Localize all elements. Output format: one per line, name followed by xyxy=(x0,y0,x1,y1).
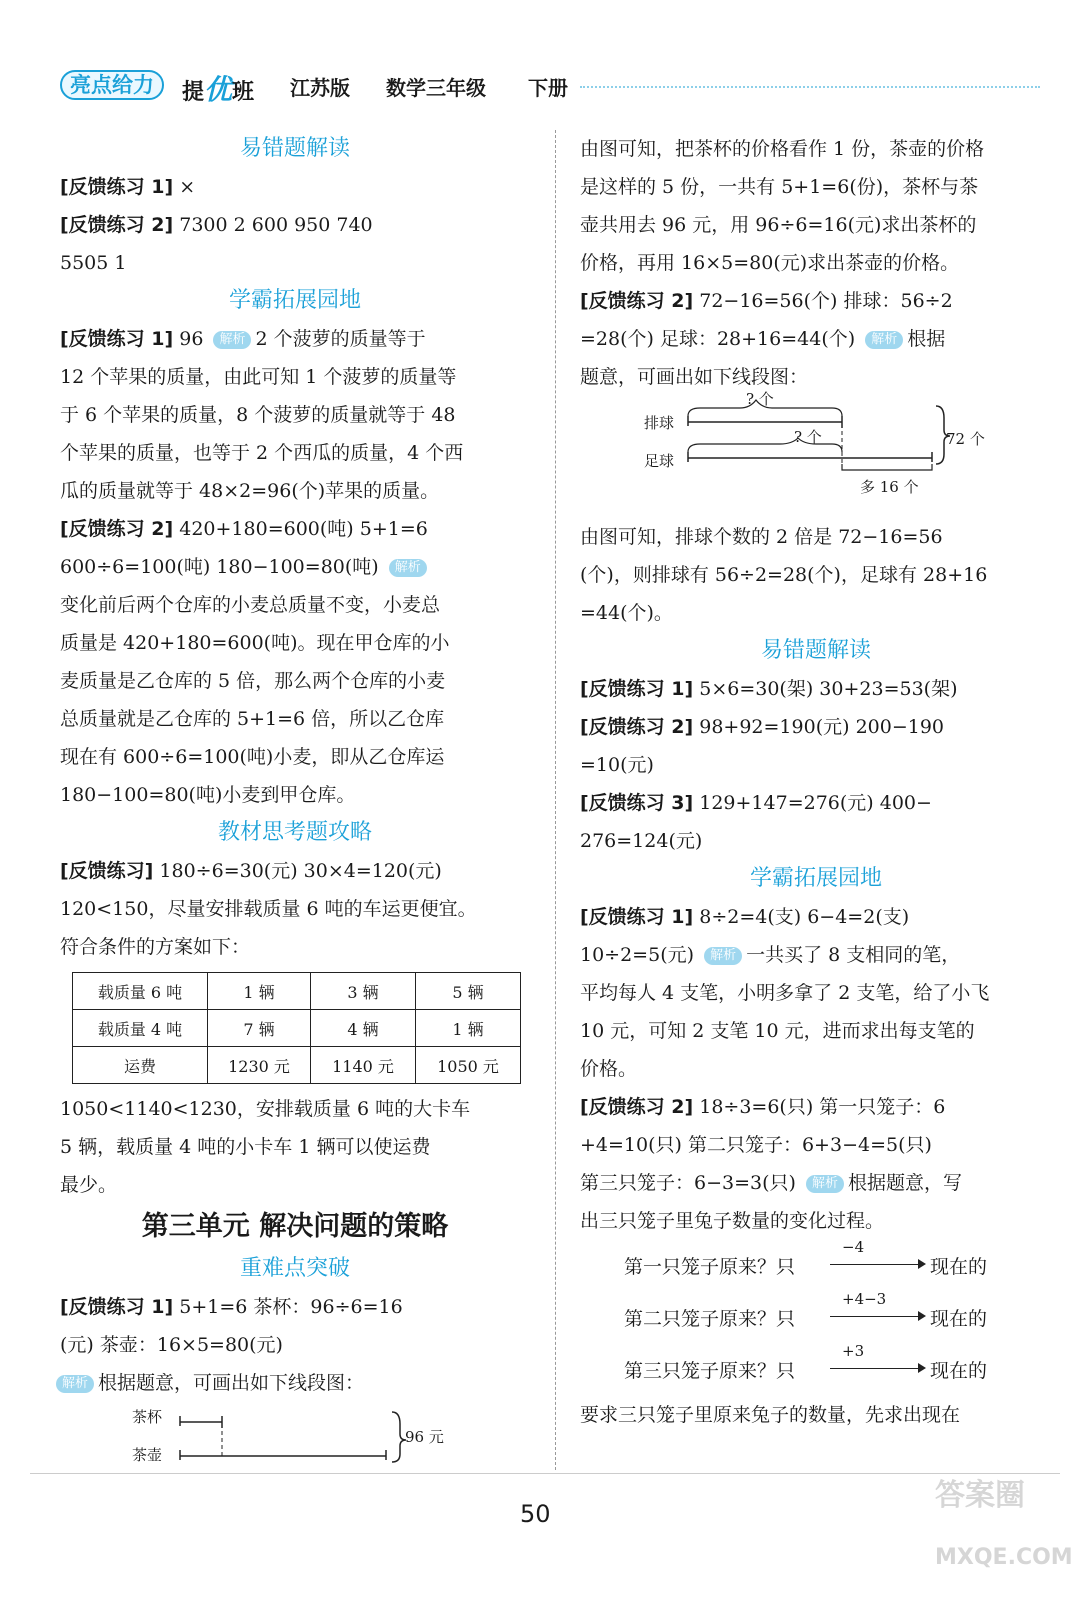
table-cell: 1230 元 xyxy=(208,1047,311,1084)
teapot-segment-diagram xyxy=(60,1402,530,1482)
section-title: 易错题解读 xyxy=(760,638,871,663)
text-line: +4=10(只) 第二只笼子：6+3−4=5(只) xyxy=(580,1134,932,1156)
ball-segment-diagram xyxy=(580,390,1052,518)
section-title: 学霸拓展园地 xyxy=(749,866,882,891)
watermark: 答案圈 xyxy=(935,1478,1025,1513)
text-line: 是这样的 5 份，一共有 5+1=6(份)，茶杯与茶 xyxy=(580,176,979,198)
table-cell: 1 辆 xyxy=(416,1010,521,1047)
table-row xyxy=(73,1010,521,1047)
text-line: 符合条件的方案如下： xyxy=(60,936,251,958)
answer-line: [反馈练习 1] × xyxy=(60,176,196,198)
analysis-tag: 解析 xyxy=(389,559,427,577)
text-line: 出三只笼子里兔子数量的变化过程。 xyxy=(580,1210,885,1232)
answer-line: [反馈练习 1] 5+1=6 茶杯：96÷6=16 xyxy=(60,1296,403,1318)
analysis-tag: 解析 xyxy=(56,1375,94,1393)
edition: 江苏版 xyxy=(290,76,350,100)
answer-line: [反馈练习 1] 96 解析 2 个菠萝的质量等于 xyxy=(60,328,426,350)
answer-line: [反馈练习 2] 7300 2 600 950 740 xyxy=(60,214,373,236)
text-line: 要求三只笼子里原来兔子的数量，先求出现在 xyxy=(580,1404,961,1426)
answer-line: 第三只笼子：6−3=3(只) 解析 根据题意，写 xyxy=(580,1172,963,1194)
table-cell: 3 辆 xyxy=(311,973,416,1010)
text-line: 现在有 600÷6=100(吨)小麦，即从乙仓库运 xyxy=(60,746,445,768)
cup-label: 茶杯 xyxy=(132,1408,163,1426)
table-cell: 运费 xyxy=(73,1047,208,1084)
answer-line: [反馈练习 1] 5×6=30(架) 30+23=53(架) xyxy=(580,678,958,700)
text-line: 由图可知，把茶杯的价格看作 1 份，茶壶的价格 xyxy=(580,138,985,160)
page-header xyxy=(60,66,1050,106)
text-line: 由图可知，排球个数的 2 倍是 72−16=56 xyxy=(580,526,943,548)
analysis-tag: 解析 xyxy=(806,1175,844,1193)
volleyball-label: 排球 xyxy=(644,414,675,432)
text-line: =44(个)。 xyxy=(580,602,673,624)
text-line: 价格，再用 16×5=80(元)求出茶壶的价格。 xyxy=(580,252,960,274)
section-title: 易错题解读 xyxy=(239,136,350,161)
text-line: 麦质量是乙仓库的 5 倍，那么两个仓库的小麦 xyxy=(60,670,446,692)
answer-line: 600÷6=100(吨) 180−100=80(吨) 解析 xyxy=(60,548,530,586)
text-line: 平均每人 4 支笔，小明多拿了 2 支笔，给了小飞 xyxy=(580,982,990,1004)
text-line: 价格。 xyxy=(580,1058,638,1080)
analysis-tag: 解析 xyxy=(704,947,742,965)
text-line: 质量是 420+180=600(吨)。现在甲仓库的小 xyxy=(60,632,450,654)
section-title: 重难点突破 xyxy=(239,1256,350,1281)
table-cell: 载质量 4 吨 xyxy=(73,1010,208,1047)
table-cell: 载质量 6 吨 xyxy=(73,973,208,1010)
total-brace xyxy=(936,406,950,464)
answer-line: [反馈练习 2] 98+92=190(元) 200−190 xyxy=(580,716,945,738)
table-row xyxy=(73,1047,521,1084)
table-cell: 1 辆 xyxy=(208,973,311,1010)
text-line: (元) 茶壶：16×5=80(元) xyxy=(60,1334,283,1356)
answer-line: 解析 根据题意，可画出如下线段图： xyxy=(52,1364,530,1402)
answer-line: =28(个) 足球：28+16=44(个) 解析 根据 xyxy=(580,328,946,350)
text-line: =10(元) xyxy=(580,754,654,776)
football-label: 足球 xyxy=(644,452,675,470)
left-column xyxy=(60,130,530,1482)
page-number: 50 xyxy=(520,1500,551,1528)
arrow-icon xyxy=(830,1316,924,1317)
answer-line: [反馈练习] 180÷6=30(元) 30×4=120(元) xyxy=(60,860,442,882)
text-line: 12 个苹果的质量，由此可知 1 个菠萝的质量等 xyxy=(60,366,457,388)
analysis-tag: 解析 xyxy=(865,331,903,349)
text-line: (个)，则排球有 56÷2=28(个)，足球有 28+16 xyxy=(580,564,988,586)
answer-line: [反馈练习 2] 420+180=600(吨) 5+1=6 xyxy=(60,518,428,540)
answer-line: 5505 1 xyxy=(60,252,127,274)
answer-line: [反馈练习 2] 72−16=56(个) 排球：56÷2 xyxy=(580,290,953,312)
table-cell: 7 辆 xyxy=(208,1010,311,1047)
answer-line: [反馈练习 2] 18÷3=6(只) 第一只笼子：6 xyxy=(580,1096,946,1118)
table-cell: 5 辆 xyxy=(416,973,521,1010)
text-line: 5 辆，载质量 4 吨的小卡车 1 辆可以使运费 xyxy=(60,1136,431,1158)
answer-line: [反馈练习 1] 8÷2=4(支) 6−4=2(支) xyxy=(580,906,910,928)
text-line: 壶共用去 96 元，用 96÷6=16(元)求出茶杯的 xyxy=(580,214,977,236)
text-line: 题意，可画出如下线段图： xyxy=(580,366,809,388)
column-divider xyxy=(555,130,556,1470)
text-line: 10 元，可知 2 支笔 10 元，进而求出每支笔的 xyxy=(580,1020,975,1042)
unit-title: 第三单元 解决问题的策略 xyxy=(141,1211,449,1242)
brand-name: 提优班 xyxy=(182,73,255,106)
total-brace xyxy=(392,1412,406,1462)
plan-table xyxy=(72,972,521,1084)
text-line: 变化前后两个仓库的小麦总质量不变，小麦总 xyxy=(60,594,441,616)
watermark-url: MXQE.COM xyxy=(935,1545,1073,1570)
subject-grade: 数学三年级 xyxy=(386,76,486,100)
text-line: 1050<1140<1230，安排载质量 6 吨的大卡车 xyxy=(60,1098,471,1120)
pot-label: 茶壶 xyxy=(132,1446,163,1464)
volleyball-unknown: ? 个 xyxy=(746,390,774,408)
text-line: 最少。 xyxy=(60,1174,118,1196)
section-title: 学霸拓展园地 xyxy=(228,288,361,313)
arrow-icon xyxy=(830,1368,924,1369)
header-rule xyxy=(580,86,1040,88)
table-row xyxy=(73,973,521,1010)
volume: 下册 xyxy=(528,76,568,100)
cage-change-row: 第三只笼子原来？只 +3 现在的 xyxy=(624,1342,988,1382)
section-title: 教材思考题攻略 xyxy=(217,820,372,845)
football-unknown: ? 个 xyxy=(794,428,822,446)
table-cell: 4 辆 xyxy=(311,1010,416,1047)
text-line: 瓜的质量就等于 48×2=96(个)苹果的质量。 xyxy=(60,480,440,502)
text-line: 于 6 个苹果的质量，8 个菠萝的质量就等于 48 xyxy=(60,404,456,426)
footer-rule xyxy=(30,1473,1060,1474)
total-label: 96 元 xyxy=(405,1428,444,1446)
table-cell: 1050 元 xyxy=(416,1047,521,1084)
series-logo: 亮点给力 xyxy=(60,70,164,100)
text-line: 276=124(元) xyxy=(580,830,703,852)
text-line: 180−100=80(吨)小麦到甲仓库。 xyxy=(60,784,356,806)
total-label: 72 个 xyxy=(946,430,985,448)
text-line: 总质量就是乙仓库的 5+1=6 倍，所以乙仓库 xyxy=(60,708,445,730)
table-cell: 1140 元 xyxy=(311,1047,416,1084)
analysis-tag: 解析 xyxy=(213,331,251,349)
difference-brace xyxy=(842,464,932,470)
cage-change-row: 第一只笼子原来？只 −4 现在的 xyxy=(624,1238,988,1278)
difference-label: 多 16 个 xyxy=(860,478,919,496)
answer-line: 10÷2=5(元) 解析 一共买了 8 支相同的笔， xyxy=(580,944,961,966)
text-line: 个苹果的质量，也等于 2 个西瓜的质量，4 个西 xyxy=(60,442,464,464)
right-column xyxy=(580,130,1052,1434)
answer-line: [反馈练习 3] 129+147=276(元) 400− xyxy=(580,792,932,814)
text-line: 120<150，尽量安排载质量 6 吨的车运更便宜。 xyxy=(60,898,477,920)
cage-change-row: 第二只笼子原来？只 +4−3 现在的 xyxy=(624,1290,988,1330)
arrow-icon xyxy=(830,1264,924,1265)
